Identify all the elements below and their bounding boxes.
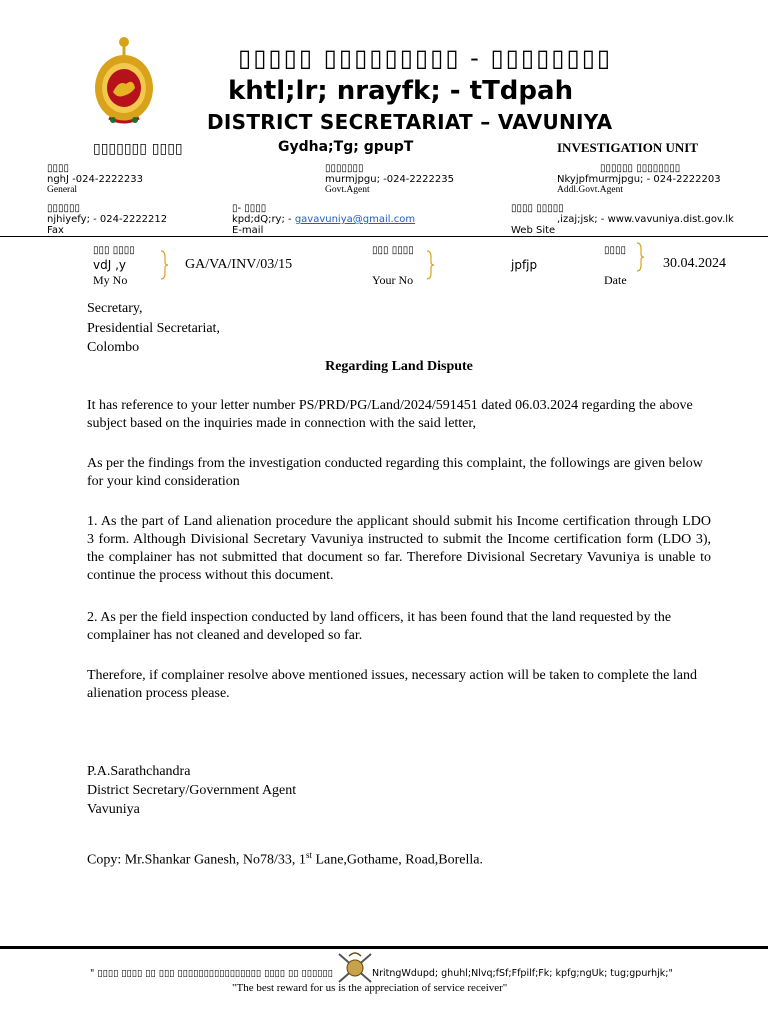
unit-name-tamil: Gydha;Tg; gpupT bbox=[278, 139, 414, 155]
general-label-sinhala: ▯▯▯▯ bbox=[47, 163, 70, 174]
crossed-swords-emblem-icon bbox=[335, 948, 375, 986]
header-title-tamil: khtl;lr; nrayfk; - tTdpah bbox=[228, 76, 574, 106]
copy-to-superscript: st bbox=[305, 850, 312, 860]
letter-subject: Regarding Land Dispute bbox=[325, 359, 473, 374]
email-line bbox=[232, 214, 415, 225]
your-no-label-sinhala: ▯▯▯ ▯▯▯▯ bbox=[372, 245, 414, 256]
fax-number-tamil: njhiyefy; - 024-2222212 bbox=[47, 214, 168, 225]
header-title-english: DISTRICT SECRETARIAT – VAVUNIYA bbox=[207, 110, 613, 134]
copy-to-suffix: Lane,Gothame, Road,Borella. bbox=[311, 852, 484, 868]
paragraph-findings: As per the findings from the investigation conducted regarding this complaint, the followings are given below for your kind consideration bbox=[87, 456, 703, 489]
general-phone-tamil: nghJ -024-2222233 bbox=[47, 174, 143, 185]
my-no-label-english: My No bbox=[93, 273, 128, 287]
copy-to-prefix: Copy: Mr.Shankar Ganesh, No78/33, 1 bbox=[87, 852, 306, 868]
date-value: 30.04.2024 bbox=[663, 256, 726, 271]
website-label-sinhala: ▯▯▯▯ ▯▯▯▯▯ bbox=[511, 203, 564, 214]
paragraph-conclusion: Therefore, if complainer resolve above mentioned issues, necessary action will be taken to complete the land alienation process please. bbox=[87, 668, 697, 701]
sri-lanka-emblem-logo bbox=[93, 36, 155, 126]
paragraph-reference: It has reference to your letter number PS/PRD/PG/Land/2024/591451 dated 06.03.2024 regarding the above subject based on the inquiries made in connection with the said letter, bbox=[87, 398, 693, 431]
footer-quote-sinhala: " ▯▯▯▯ ▯▯▯▯ ▯▯ ▯▯▯ ▯▯▯▯▯▯▯▯▯▯▯▯▯▯▯▯ ▯▯▯▯ ▯▯ ▯▯▯▯▯▯ bbox=[90, 968, 333, 979]
addl-govt-agent-label-sinhala: ▯▯▯▯▯▯ ▯▯▯▯▯▯▯▯ bbox=[600, 163, 681, 174]
website-address: ,izaj;jsk; - www.vavuniya.dist.gov.lk bbox=[557, 214, 734, 225]
paragraph-point-1: 1. As the part of Land alienation procedure the applicant should submit his Income certification through LDO 3 form. Although Divisional Secretary Vavuniya instructed to submit the Income certification form (LDO 3), the complainer has not submitted that document so far. Therefore Divisional Secretary Vavuniya is unable to continue the process without this document. bbox=[87, 514, 711, 583]
website-label-english: Web Site bbox=[511, 225, 556, 236]
email-link[interactable]: gavavuniya@gmail.com bbox=[294, 214, 416, 225]
date-label-english: Date bbox=[604, 273, 627, 287]
footer-quote-english: "The best reward for us is the appreciation of service receiver" bbox=[232, 982, 508, 994]
date-label-tamil: jpfjp bbox=[511, 258, 538, 272]
unit-name-english: INVESTIGATION UNIT bbox=[557, 140, 698, 155]
unit-name-sinhala: ▯▯▯▯▯▯▯ ▯▯▯▯ bbox=[93, 141, 183, 157]
footer-quote-tamil: NritngWdupd; ghuhl;Nlvq;fSf;Ffpilf;Fk; kpfg;ngUk; tug;gpurhjk;" bbox=[372, 968, 673, 979]
addressee-line-1: Secretary, bbox=[87, 301, 143, 316]
email-label-english: E-mail bbox=[232, 225, 264, 236]
addl-govt-agent-phone-tamil: Nkyjpfmurmjpgu; - 024-2222203 bbox=[557, 174, 721, 185]
govt-agent-label-english: Govt.Agent bbox=[325, 185, 370, 195]
my-no-label-sinhala: ▯▯▯ ▯▯▯▯ bbox=[93, 245, 135, 256]
paragraph-point-2: 2. As per the field inspection conducted by land officers, it has been found that the land requested by the complainer has not cleaned and developed so far. bbox=[87, 610, 672, 643]
your-no-brace bbox=[426, 250, 434, 280]
header-title-sinhala: ▯▯▯▯▯ ▯▯▯▯▯▯▯▯▯ - ▯▯▯▯▯▯▯▯ bbox=[238, 44, 613, 72]
addressee-line-3: Colombo bbox=[87, 340, 140, 355]
your-no-label-english: Your No bbox=[372, 273, 414, 287]
header-divider bbox=[0, 236, 768, 237]
govt-agent-phone-tamil: murmjpgu; -024-2222235 bbox=[325, 174, 454, 185]
email-label-tamil: kpd;dQ;ry; - bbox=[232, 214, 295, 225]
general-label-english: General bbox=[47, 185, 78, 195]
date-brace bbox=[636, 242, 644, 272]
fax-label-english: Fax bbox=[47, 225, 64, 236]
footer-divider bbox=[0, 946, 768, 949]
my-no-value: GA/VA/INV/03/15 bbox=[185, 257, 293, 272]
govt-agent-label-sinhala: ▯▯▯▯▯▯▯ bbox=[325, 163, 364, 174]
fax-label-sinhala: ▯▯▯▯▯▯ bbox=[47, 203, 81, 214]
date-label-sinhala: ▯▯▯▯ bbox=[604, 245, 627, 256]
my-no-label-tamil: vdJ ,y bbox=[93, 258, 126, 272]
signatory-place: Vavuniya bbox=[87, 802, 140, 817]
signatory-title: District Secretary/Government Agent bbox=[87, 783, 297, 798]
copy-to-line bbox=[87, 846, 483, 870]
email-label-sinhala: ▯- ▯▯▯▯ bbox=[232, 203, 267, 214]
addl-govt-agent-label-english: Addl.Govt.Agent bbox=[557, 185, 623, 195]
signatory-name: P.A.Sarathchandra bbox=[87, 764, 191, 779]
addressee-line-2: Presidential Secretariat, bbox=[87, 321, 220, 336]
my-no-brace bbox=[160, 250, 168, 280]
